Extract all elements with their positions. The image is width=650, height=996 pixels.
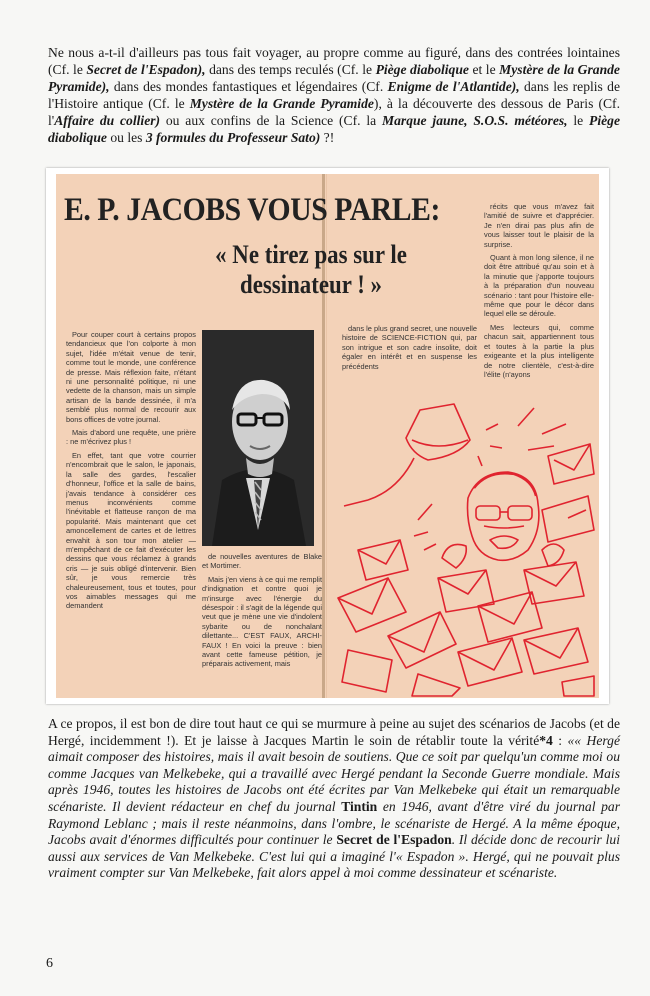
column-paragraph: de nouvelles aventures de Blake et Mortimer. [202,552,322,571]
body-paragraph: A ce propos, il est bon de dire tout haut ce qui se murmure à peine au sujet des scénarios de Jacobs (et de Hergé, incidemment !). Et je laisse à Jacques Martin le soin de rétablir toute la vérité*4 : «« Hergé aimait composer des histoires, mais il avait besoin de soutiens. Que ce soit par quelqu'un comme moi ou comme Jacques van Melkebeke, qui a travaillé avec Hergé pendant la Seconde Guerre mondiale. Mais après 1946, toutes les histoires de Jacobs ont été écrites par Van Melkebeke qui était un remarquable scénariste. Il devient rédacteur en chef du journal Tintin en 1946, avant d'être viré du journal par Raymond Leblanc ; mais il reste néanmoins, dans l'ombre, le scénariste de Hergé. A la même époque, Jacobs avait d'énormes difficultés pour continuer le Secret de l'Espadon. Il décide donc de recourir lui aussi aux services de Van Melkebeke. C'est lui qui a imaginé l'« Espadon ». Hergé, qui ne pouvait plus vraiment compter sur Van Melkebeke, fait alors appel à moi comme dessinateur et scénariste. [48,716,621,881]
clipping-paper [56,174,599,698]
column-paragraph: Mais d'abord une requête, une prière : ne m'écrivez plus ! [66,428,196,447]
portrait-illustration [202,330,314,546]
column-paragraph: dans le plus grand secret, une nouvelle histoire de SCIENCE-FICTION qui, par son intrigue et son cadre insolite, doit égaler en intérêt et en suspense les précédents [342,324,477,371]
column-paragraph: Pour couper court à certains propos tendancieux que l'on colporte à mon sujet, l'idée m'était venue de tenir, comme tout le monde, une conférence de presse. Mais réflexion faite, n'étant ni une personnalité politique, ni une vedette de la chanson, mais un simple artisan de la bande dessinée, il m'a semblé plus normal de recourir aux bons offices de votre journal. [66,330,196,424]
cartoon-drawing [328,400,596,698]
article-column-4 [484,202,594,418]
jacobs-photo [202,330,314,546]
article-column-3 [342,324,477,404]
page-number: 6 [46,956,53,971]
column-paragraph: Mes lecteurs qui, comme chacun sait, appartiennent tous et toutes à la partie la plus exigeante et la plus intelligente de notre clientèle, c'est-à-dire l'élite (n'ayons [484,322,594,379]
clipping-headline: E. P. JACOBS VOUS PARLE: [64,192,440,228]
column-paragraph: En effet, tant que votre courrier n'encombrait que le salon, le japonais, la salle des gardes, l'escalier d'honneur, l'office et la salle de bains, j'avais tendance à considérer ces menus inconvénients comme l'inévitable et flatteuse rançon de ma popularité. Mais maintenant que cet amoncellement de cartes et de lettres envahit à son tour mon atelier — m'empêchant de ce fait d'exécuter les dessins que vous réclamez à grands cris — je suis obligé d'intervenir. Bien sûr, je vous remercie très chaleureusement, tous et toutes, pour vos aimables messages qui me demandent [66,450,196,611]
column-paragraph: Mais j'en viens à ce qui me remplit d'indignation et contre quoi je m'insurge avec l'énergie du désespoir : il s'agit de la légende qui veut que je mène une vie d'indolent sybarite ou de nonchalant dilettante... C'EST FAUX, ARCHI-FAUX ! En voici la preuve : bien avant cette fameuse pétition, je préparais activement, mais [202,574,322,669]
article-column-2 [202,552,322,692]
newspaper-clipping [46,168,609,704]
intro-paragraph: Ne nous a-t-il d'ailleurs pas tous fait voyager, au propre comme au figuré, dans des contrées lointaines (Cf. le Secret de l'Espadon), dans des temps reculés (Cf. le Piège diabolique et le Mystère de la Grande Pyramide), dans des mondes fantastiques et légendaires (Cf. Enigme de l'Atlantide), dans les replis de l'Histoire antique (Cf. le Mystère de la Grande Pyramide), à la découverte des dessous de Paris (Cf. l'Affaire du collier) ou aux confins de la Science (Cf. la Marque jaune, S.O.S. météores, le Piège diabolique ou les 3 formules du Professeur Sato) ?! [48,45,620,145]
article-column-1 [66,330,196,692]
column-paragraph: récits que vous m'avez fait l'amitié de suivre et d'apprécier. Je n'en dirai pas plus afin de vous laisser tout le plaisir de la surprise. [484,202,594,249]
clipping-subhead: « Ne tirez pas sur le dessinateur ! » [215,240,407,299]
column-paragraph: Quant à mon long silence, il ne doit être attribué qu'au soin et à la minutie que j'apporte toujours à la préparation d'un nouveau scénario : tant pour l'histoire elle-même que pour le décor dans lequel elle se déroule. [484,253,594,319]
